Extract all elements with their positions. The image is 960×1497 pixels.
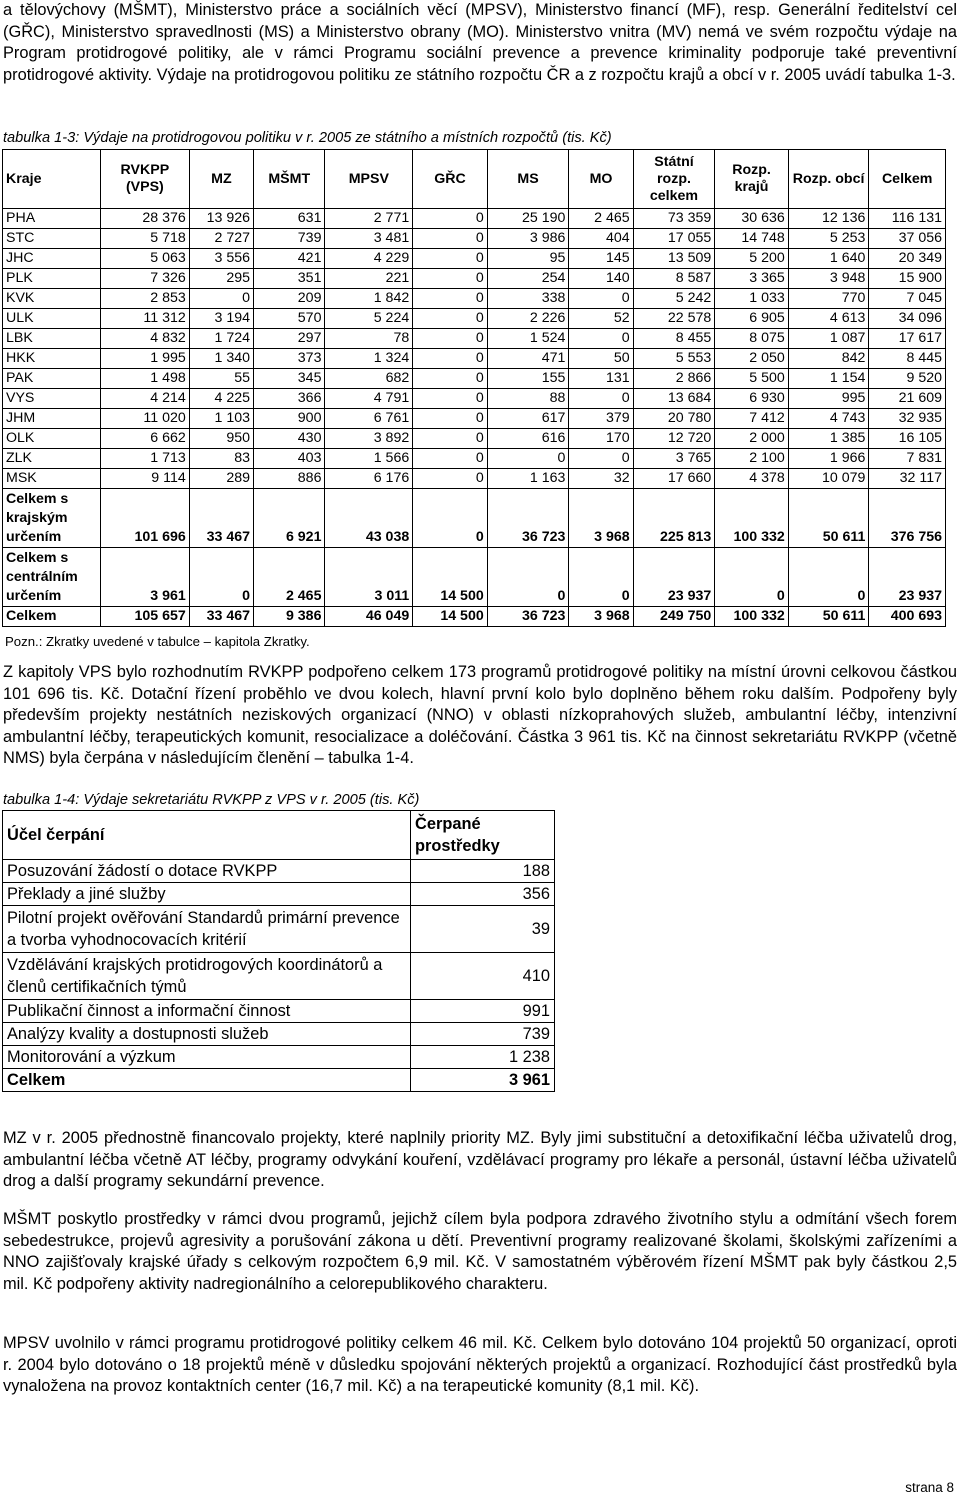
table-cell: 2 866 [633, 369, 715, 389]
table-cell: 0 [569, 389, 633, 409]
table-cell: 3 765 [633, 449, 715, 469]
table-cell: 3 011 [325, 548, 413, 607]
table-cell: 5 718 [100, 229, 189, 249]
table-cell: 0 [413, 429, 488, 449]
row-label: KVK [3, 289, 101, 309]
col-header-grc: GŘC [413, 150, 488, 209]
table-cell: 6 761 [325, 409, 413, 429]
table-cell: 83 [189, 449, 253, 469]
col-header-kraju: Rozp. krajů [715, 150, 788, 209]
table-row [3, 607, 946, 627]
table-cell: 0 [487, 449, 569, 469]
paragraph-vps: Z kapitoly VPS bylo rozhodnutím RVKPP podpořeno celkem 173 programů protidrogové politiky na místní úrovni celkovou částkou 101 696 tis. Kč. Dotační řízení proběhlo ve dvou kolech, hlavní první kolo bylo doplněno během roku dalším. Podpořeny byly především projekty nestátních neziskových organizací (NNO) v oblasti nízkoprahových služeb, ambulantní léčby, intenzivní ambulantní léčby, terapeutických komunit, resocializace a doléčování. Částka 3 961 tis. Kč na činnost sekretariátu RVKPP (včetně NMS) byla čerpána v následujícím členění – tabulka 1-4. [3, 663, 957, 767]
table-cell: 155 [487, 369, 569, 389]
row-label: OLK [3, 429, 101, 449]
table-cell: 0 [413, 329, 488, 349]
table-1-4-body [3, 811, 555, 1092]
table-cell: 2 226 [487, 309, 569, 329]
table-row [3, 249, 946, 269]
paragraph-msmt: MŠMT poskytlo prostředky v rámci dvou programů, jejichž cílem byla podpora zdravého životního stylu a odmítání všech forem sebedestrukce, projevů agresivity a porušování zákona u dětí. Preventivní programy realizované školami, školskými zařízeními a NNO zajišťovaly krajské úřady s celkovým rozpočtem 6,9 mil. Kč. V samostatném výběrovém řízení MŠMT pak byly částkou 2,5 mil. Kč podpořeny aktivity nadregionálního a celorepublikového charakteru. [3, 1210, 957, 1293]
table-cell: 249 750 [633, 607, 715, 627]
col-header-mpsv: MPSV [325, 150, 413, 209]
table-row [3, 548, 946, 607]
table-cell: 950 [189, 429, 253, 449]
table-cell: 101 696 [100, 489, 189, 548]
table-cell: 131 [569, 369, 633, 389]
table-cell: 46 049 [325, 607, 413, 627]
table-cell: 1 566 [325, 449, 413, 469]
table-row [3, 449, 946, 469]
table-cell: 1 103 [189, 409, 253, 429]
table-row [3, 883, 555, 906]
row-label: JHC [3, 249, 101, 269]
table-1-3-caption: tabulka 1-3: Výdaje na protidrogovou politiku v r. 2005 ze státního a místních rozpočtů (tis. Kč) [3, 130, 612, 146]
table-cell: 6 905 [715, 309, 788, 329]
table-row [3, 1023, 555, 1046]
table-cell: 254 [487, 269, 569, 289]
table-cell: 73 359 [633, 209, 715, 229]
table-cell: 351 [254, 269, 325, 289]
paragraph-mz: MZ v r. 2005 přednostně financovalo projekty, které naplnily priority MZ. Byly jimi substituční a detoxifikační léčba uživatelů drog, ambulantní léčba včetně AT léčby, programy odvykání kouření, vzdělávací programy pro lékaře a personál, ústavní léčba uživatelů drog a další programy sekundární prevence. [3, 1129, 957, 1190]
table-cell: 900 [254, 409, 325, 429]
row-label: Celkem s centrálním určením [3, 548, 101, 607]
table-cell: 21 609 [869, 389, 946, 409]
table-cell: 9 114 [100, 469, 189, 489]
table-cell: 32 935 [869, 409, 946, 429]
table-cell: 17 660 [633, 469, 715, 489]
table-cell: 14 500 [413, 548, 488, 607]
table-cell: 34 096 [869, 309, 946, 329]
table-cell: 10 079 [788, 469, 869, 489]
table-cell: 0 [413, 269, 488, 289]
row-label: PHA [3, 209, 101, 229]
table-cell: 366 [254, 389, 325, 409]
table-cell: 105 657 [100, 607, 189, 627]
table-cell: 295 [189, 269, 253, 289]
table-cell: 570 [254, 309, 325, 329]
table-cell: 5 200 [715, 249, 788, 269]
row-label: Celkem s krajským určením [3, 489, 101, 548]
table-cell: 0 [413, 249, 488, 269]
table-cell: 50 611 [788, 489, 869, 548]
table-cell: 3 556 [189, 249, 253, 269]
table-1-4 [2, 810, 555, 1092]
table-cell: 1 995 [100, 349, 189, 369]
row-label: PLK [3, 269, 101, 289]
table-cell: 2 853 [100, 289, 189, 309]
table-cell: 617 [487, 409, 569, 429]
table-cell: 400 693 [869, 607, 946, 627]
table-row [3, 329, 946, 349]
table-cell: 221 [325, 269, 413, 289]
table-cell: 1 966 [788, 449, 869, 469]
table-row [3, 209, 946, 229]
table-cell: 37 056 [869, 229, 946, 249]
table-cell: 5 242 [633, 289, 715, 309]
table-cell: 36 723 [487, 607, 569, 627]
row-label: HKK [3, 349, 101, 369]
amount-cell: 410 [411, 953, 555, 1000]
col-header-mo: MO [569, 150, 633, 209]
table-cell: 225 813 [633, 489, 715, 548]
table-cell: 8 075 [715, 329, 788, 349]
table-cell: 682 [325, 369, 413, 389]
table-row [3, 289, 946, 309]
purpose-cell: Monitorování a výzkum [3, 1046, 411, 1069]
table-cell: 20 780 [633, 409, 715, 429]
table-cell: 0 [487, 548, 569, 607]
table-cell: 289 [189, 469, 253, 489]
table-cell: 1 340 [189, 349, 253, 369]
amount-cell: 39 [411, 906, 555, 953]
table-cell: 376 756 [869, 489, 946, 548]
table-1-4-header-row [3, 811, 555, 860]
table-cell: 0 [413, 489, 488, 548]
table-cell: 15 900 [869, 269, 946, 289]
table-cell: 55 [189, 369, 253, 389]
paragraph-mpsv: MPSV uvolnilo v rámci programu protidrogové politiky celkem 46 mil. Kč. Celkem bylo dotováno 104 projektů 50 organizací, oproti r. 2004 bylo dotováno o 18 projektů méně v důsledku spojování některých projektů a organizací. Rozhodující část prostředků byla vynaložena na provoz kontaktních center (16,7 mil. Kč) a na terapeutické komunity (8,1 mil. Kč). [3, 1334, 957, 1395]
table-cell: 995 [788, 389, 869, 409]
table-cell: 4 613 [788, 309, 869, 329]
table-total-row [3, 1069, 555, 1092]
purpose-cell: Vzdělávání krajských protidrogových koordinátorů a členů certifikačních týmů [3, 953, 411, 1000]
table-cell: 16 105 [869, 429, 946, 449]
table-cell: 33 467 [189, 489, 253, 548]
table-cell: 23 937 [633, 548, 715, 607]
table-cell: 7 831 [869, 449, 946, 469]
row-label: Celkem [3, 607, 101, 627]
table-cell: 145 [569, 249, 633, 269]
table-cell: 7 045 [869, 289, 946, 309]
table-cell: 1 640 [788, 249, 869, 269]
table-cell: 32 117 [869, 469, 946, 489]
table-cell: 4 378 [715, 469, 788, 489]
table-row [3, 349, 946, 369]
purpose-cell: Analýzy kvality a dostupnosti služeb [3, 1023, 411, 1046]
table-cell: 5 500 [715, 369, 788, 389]
table-cell: 100 332 [715, 489, 788, 548]
table-cell: 0 [189, 289, 253, 309]
table-cell: 2 771 [325, 209, 413, 229]
table-cell: 0 [413, 209, 488, 229]
table-cell: 88 [487, 389, 569, 409]
table-cell: 0 [569, 548, 633, 607]
table-cell: 3 968 [569, 489, 633, 548]
table-cell: 6 930 [715, 389, 788, 409]
intro-paragraph: a tělovýchovy (MŠMT), Ministerstvo práce a sociálních věcí (MPSV), Ministerstvo financí (MF), resp. Generální ředitelství cel (GŘC), Ministerstvo spravedlnosti (MS) a Ministerstvo obrany (MO). Ministerstvo vnitra (MV) nemá ve svém rozpočtu výdaje na Program protidrogové politiky, ale v rámci Programu sociální prevence a prevence kriminality podporuje také preventivní protidrogové aktivity. Výdaje na protidrogovou politiku ze státního rozpočtu ČR a z rozpočtu krajů a obcí v r. 2005 uvádí tabulka 1-3. [3, 1, 957, 84]
amount-cell: 188 [411, 860, 555, 883]
table-cell: 170 [569, 429, 633, 449]
table-row [3, 389, 946, 409]
table-cell: 471 [487, 349, 569, 369]
table-cell: 0 [413, 289, 488, 309]
table-cell: 3 968 [569, 607, 633, 627]
amount-cell: 739 [411, 1023, 555, 1046]
table-cell: 4 229 [325, 249, 413, 269]
table-cell: 3 194 [189, 309, 253, 329]
table-cell: 2 727 [189, 229, 253, 249]
table-cell: 0 [788, 548, 869, 607]
table-1-3-header-row [3, 150, 946, 209]
table-cell: 5 553 [633, 349, 715, 369]
table-cell: 3 481 [325, 229, 413, 249]
table-cell: 886 [254, 469, 325, 489]
total-label: Celkem [3, 1069, 411, 1092]
table-cell: 25 190 [487, 209, 569, 229]
table-cell: 4 832 [100, 329, 189, 349]
purpose-cell: Překlady a jiné služby [3, 883, 411, 906]
table-cell: 4 214 [100, 389, 189, 409]
table-cell: 0 [413, 229, 488, 249]
table-cell: 13 509 [633, 249, 715, 269]
table-1-3 [2, 149, 946, 627]
table-cell: 1 524 [487, 329, 569, 349]
table-note: Pozn.: Zkratky uvedené v tabulce – kapitola Zkratky. [5, 634, 310, 649]
table-cell: 616 [487, 429, 569, 449]
col-header-statni: Státní rozp. celkem [633, 150, 715, 209]
table-cell: 9 520 [869, 369, 946, 389]
table-cell: 5 253 [788, 229, 869, 249]
purpose-cell: Publikační činnost a informační činnost [3, 1000, 411, 1023]
table-cell: 7 412 [715, 409, 788, 429]
table-cell: 3 961 [100, 548, 189, 607]
table-cell: 0 [715, 548, 788, 607]
table-cell: 11 020 [100, 409, 189, 429]
col-header-cerpane: Čerpané prostředky [411, 811, 555, 860]
col-header-rvkpp: RVKPP (VPS) [100, 150, 189, 209]
table-cell: 1 724 [189, 329, 253, 349]
col-header-ucel: Účel čerpání [3, 811, 411, 860]
table-cell: 2 050 [715, 349, 788, 369]
table-cell: 345 [254, 369, 325, 389]
table-cell: 1 713 [100, 449, 189, 469]
table-cell: 17 617 [869, 329, 946, 349]
table-cell: 22 578 [633, 309, 715, 329]
table-cell: 842 [788, 349, 869, 369]
table-cell: 33 467 [189, 607, 253, 627]
page-number: strana 8 [905, 1480, 954, 1495]
table-row [3, 229, 946, 249]
table-cell: 0 [569, 329, 633, 349]
purpose-cell: Pilotní projekt ověřování Standardů primární prevence a tvorba vyhodnocovacích kritérií [3, 906, 411, 953]
table-row [3, 1046, 555, 1069]
table-cell: 0 [413, 389, 488, 409]
table-cell: 1 498 [100, 369, 189, 389]
table-cell: 50 [569, 349, 633, 369]
table-cell: 0 [413, 369, 488, 389]
table-row [3, 860, 555, 883]
table-1-4-caption: tabulka 1-4: Výdaje sekretariátu RVKPP z VPS v r. 2005 (tis. Kč) [3, 792, 420, 808]
col-header-celkem: Celkem [869, 150, 946, 209]
table-cell: 4 743 [788, 409, 869, 429]
col-header-mz: MZ [189, 150, 253, 209]
table-cell: 12 136 [788, 209, 869, 229]
table-cell: 0 [413, 349, 488, 369]
table-cell: 8 445 [869, 349, 946, 369]
total-amount: 3 961 [411, 1069, 555, 1092]
table-cell: 140 [569, 269, 633, 289]
table-cell: 14 500 [413, 607, 488, 627]
table-cell: 116 131 [869, 209, 946, 229]
table-cell: 36 723 [487, 489, 569, 548]
row-label: ULK [3, 309, 101, 329]
col-header-msmt: MŠMT [254, 150, 325, 209]
table-row [3, 1000, 555, 1023]
table-cell: 4 791 [325, 389, 413, 409]
table-cell: 12 720 [633, 429, 715, 449]
amount-cell: 1 238 [411, 1046, 555, 1069]
table-cell: 739 [254, 229, 325, 249]
table-cell: 0 [189, 548, 253, 607]
table-cell: 1 033 [715, 289, 788, 309]
table-1-3-body [3, 209, 946, 627]
table-cell: 421 [254, 249, 325, 269]
table-cell: 404 [569, 229, 633, 249]
table-cell: 3 948 [788, 269, 869, 289]
table-cell: 6 176 [325, 469, 413, 489]
table-cell: 5 063 [100, 249, 189, 269]
table-cell: 1 154 [788, 369, 869, 389]
table-cell: 43 038 [325, 489, 413, 548]
table-cell: 4 225 [189, 389, 253, 409]
table-cell: 100 332 [715, 607, 788, 627]
table-cell: 0 [413, 469, 488, 489]
table-row [3, 309, 946, 329]
table-cell: 32 [569, 469, 633, 489]
table-cell: 0 [413, 409, 488, 429]
amount-cell: 991 [411, 1000, 555, 1023]
table-cell: 30 636 [715, 209, 788, 229]
table-row [3, 489, 946, 548]
table-cell: 9 386 [254, 607, 325, 627]
table-cell: 17 055 [633, 229, 715, 249]
table-cell: 379 [569, 409, 633, 429]
table-row [3, 429, 946, 449]
amount-cell: 356 [411, 883, 555, 906]
table-cell: 50 611 [788, 607, 869, 627]
row-label: STC [3, 229, 101, 249]
table-cell: 23 937 [869, 548, 946, 607]
col-header-obci: Rozp. obcí [788, 150, 869, 209]
table-cell: 403 [254, 449, 325, 469]
table-cell: 7 326 [100, 269, 189, 289]
table-cell: 631 [254, 209, 325, 229]
table-cell: 297 [254, 329, 325, 349]
table-cell: 430 [254, 429, 325, 449]
table-cell: 0 [569, 289, 633, 309]
table-cell: 3 365 [715, 269, 788, 289]
table-cell: 3 986 [487, 229, 569, 249]
table-cell: 0 [413, 449, 488, 469]
row-label: JHM [3, 409, 101, 429]
table-cell: 2 000 [715, 429, 788, 449]
table-row [3, 469, 946, 489]
table-cell: 6 921 [254, 489, 325, 548]
row-label: VYS [3, 389, 101, 409]
table-row [3, 953, 555, 1000]
table-cell: 13 926 [189, 209, 253, 229]
col-header-ms: MS [487, 150, 569, 209]
table-cell: 52 [569, 309, 633, 329]
row-label: LBK [3, 329, 101, 349]
table-row [3, 409, 946, 429]
table-cell: 8 587 [633, 269, 715, 289]
table-cell: 0 [569, 449, 633, 469]
table-cell: 20 349 [869, 249, 946, 269]
table-cell: 2 465 [569, 209, 633, 229]
table-row [3, 906, 555, 953]
table-cell: 13 684 [633, 389, 715, 409]
row-label: ZLK [3, 449, 101, 469]
table-cell: 1 385 [788, 429, 869, 449]
row-label: MSK [3, 469, 101, 489]
table-cell: 1 324 [325, 349, 413, 369]
table-cell: 770 [788, 289, 869, 309]
table-cell: 14 748 [715, 229, 788, 249]
table-cell: 78 [325, 329, 413, 349]
table-cell: 95 [487, 249, 569, 269]
table-cell: 209 [254, 289, 325, 309]
table-cell: 1 087 [788, 329, 869, 349]
table-cell: 0 [413, 309, 488, 329]
table-cell: 28 376 [100, 209, 189, 229]
table-cell: 1 842 [325, 289, 413, 309]
table-cell: 6 662 [100, 429, 189, 449]
table-cell: 2 100 [715, 449, 788, 469]
table-row [3, 369, 946, 389]
row-label: PAK [3, 369, 101, 389]
table-cell: 338 [487, 289, 569, 309]
table-cell: 3 892 [325, 429, 413, 449]
table-cell: 5 224 [325, 309, 413, 329]
table-cell: 2 465 [254, 548, 325, 607]
table-cell: 373 [254, 349, 325, 369]
table-cell: 1 163 [487, 469, 569, 489]
col-header-kraje: Kraje [3, 150, 101, 209]
table-row [3, 269, 946, 289]
table-cell: 11 312 [100, 309, 189, 329]
table-cell: 8 455 [633, 329, 715, 349]
purpose-cell: Posuzování žádostí o dotace RVKPP [3, 860, 411, 883]
